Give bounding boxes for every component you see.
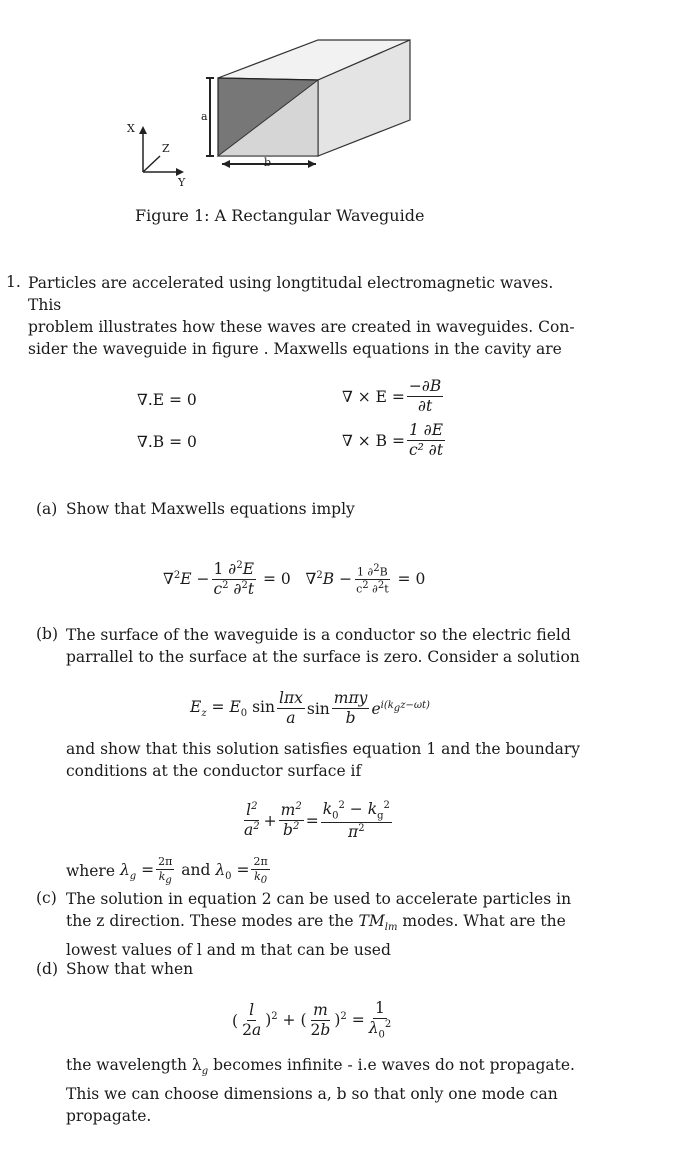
curlE-lhs: ∇ × E = (342, 387, 405, 406)
curlE-num: −∂B (408, 377, 442, 395)
figure-caption: Figure 1: A Rectangular Waveguide (135, 206, 425, 225)
part-b-line: parrallel to the surface at the surface is zero. Consider a solution (66, 648, 580, 666)
part-c-line: The solution in equation 2 can be used to accelerate particles in (66, 890, 572, 908)
intro-line: sider the waveguide in figure . Maxwells equations in the cavity are (28, 340, 562, 358)
eq-divE: ∇.E = 0 (137, 391, 197, 409)
part-c-text: The solution in equation 2 can be used to accelerate particles in the z direction. These modes are the $TM_{lm}$ modes. What are the lowest values of l and m that can be used (66, 888, 586, 961)
axis-x-label: X (127, 122, 135, 135)
problem-intro (28, 272, 588, 360)
part-c-line: lowest values of l and m that can be used (66, 941, 391, 960)
part-b-label: (b) (36, 625, 59, 643)
part-b-after-line: and show that this solution satisfies equation 1 and the boundary (66, 740, 581, 758)
eq-curlB (342, 422, 447, 459)
wave-equations: ∇$^2$E − $\frac{1 \partial^2E}{c^2 \partial^2t}$ = 0 ∇$^2$B − $\frac{1 \partial^2B}{c^2 \partial^2t}$ = 0 (163, 560, 426, 599)
part-b-text (66, 624, 586, 668)
curlB-lhs: ∇ × B = (342, 431, 405, 450)
part-a-text: Show that Maxwells equations imply (66, 500, 355, 518)
part-b-line: The surface of the waveguide is a conductor so the electric field (66, 626, 571, 644)
waveguide-figure (100, 20, 420, 195)
cutoff-condition: ( $\frac{l}{2a}$ )$^2$ + ( $\frac{m}{2b}$ )$^2$ = $\frac{1}{\lambda_0^2}$ (232, 999, 392, 1041)
part-a-label: (a) (36, 500, 58, 518)
label-a: a (201, 110, 208, 123)
part-d-after-line: This we can choose dimensions a, b so that only one mode can (66, 1085, 558, 1104)
solution-Ez: $E_z = E_0$ sin $\frac{\text{lπx}}{a}$ sin $\frac{\text{mπy}}{b}$ $e^{i(k_gz-\omega t)}$ (190, 689, 430, 727)
part-d-after-line: becomes infinite - i.e waves do not propagate. (213, 1056, 575, 1074)
part-b-after-line: conditions at the conductor surface if (66, 762, 362, 780)
where-clause: where $\lambda_g$ = $\frac{2\pi}{k_g}$ and $\lambda_0$ = $\frac{2\pi}{k_0}$ (66, 855, 268, 886)
part-d-label: (d) (36, 960, 59, 978)
part-d-after: the wavelength $\lambda_g$ becomes infinite - i.e waves do not propagate. This we can choose dimensions a, b so that only one mode can propagate. (66, 1054, 586, 1127)
intro-line: Particles are accelerated using longtitudal electromagnetic waves. This (28, 274, 554, 314)
part-c-label: (c) (36, 889, 57, 907)
curlE-den: ∂t (417, 396, 433, 415)
part-c-modes-tail: modes. What are the (402, 912, 566, 930)
label-b: b (264, 156, 272, 169)
dispersion-relation: $\frac{l^2}{a^2}$ + $\frac{m^2}{b^2}$ = $\frac{k_0^2 - k_g^2}{\pi^2}$ (244, 800, 390, 841)
axis-z-label: Z (162, 142, 170, 155)
where-word: where (66, 862, 116, 881)
problem-number: 1. (6, 273, 21, 291)
eq-curlE (342, 378, 445, 415)
intro-line: problem illustrates how these waves are created in waveguides. Con- (28, 318, 575, 336)
eq-divB: ∇.B = 0 (137, 433, 197, 451)
curlB-den: c² ∂t (408, 440, 444, 459)
part-d-after-line: propagate. (66, 1107, 152, 1126)
part-c-line: the z direction. These modes are the (66, 912, 354, 930)
curlB-num: 1 ∂E (408, 421, 444, 439)
part-d-after-line: the wavelength λ (66, 1056, 202, 1074)
part-d-text: Show that when (66, 960, 194, 978)
waveguide-diagram (100, 20, 420, 195)
axis-y-label: Y (178, 176, 186, 189)
part-b-after (66, 738, 586, 782)
